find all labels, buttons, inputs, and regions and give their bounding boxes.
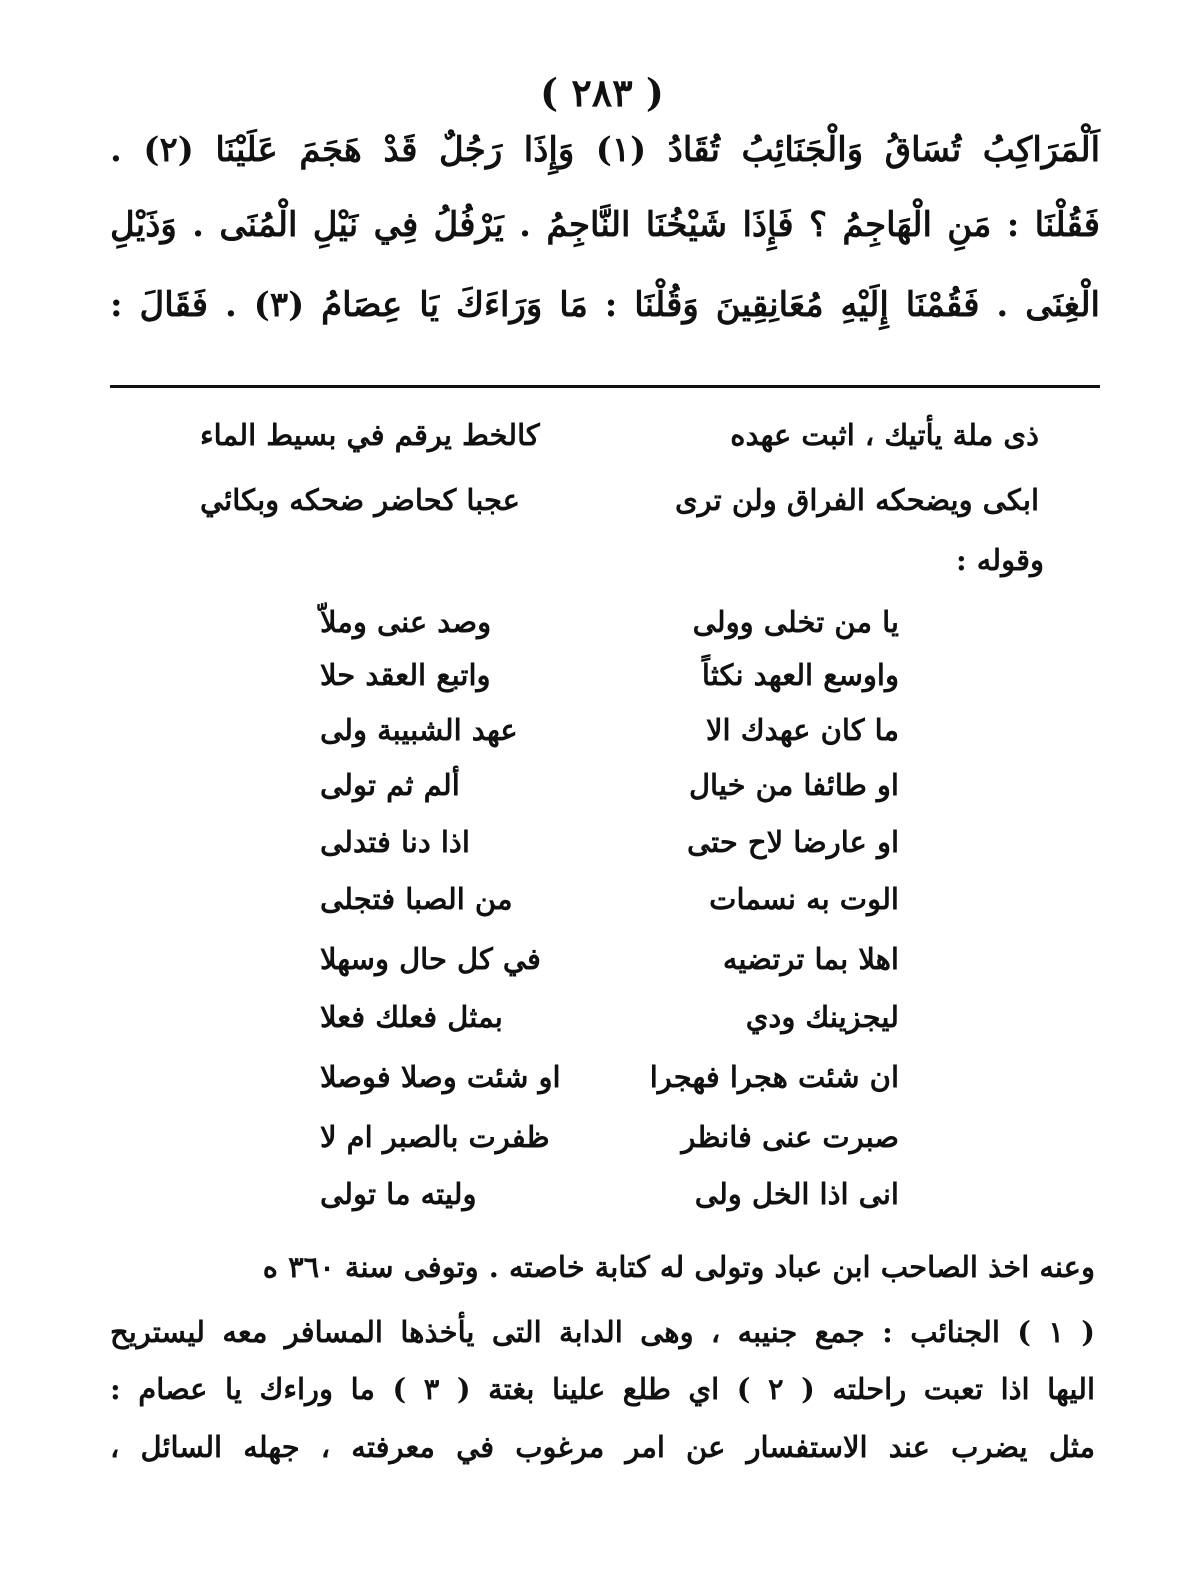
verse-line (0, 418, 1204, 458)
poem-second-hemistich: من الصبا فتجلى (320, 882, 513, 916)
poem-first-hemistich: اهلا بما ترتضيه (722, 942, 899, 976)
poem-line (0, 768, 1204, 808)
poem-first-hemistich: واوسع العهد نكثاً (701, 658, 899, 692)
poem-line (0, 605, 1204, 645)
poem-second-hemistich: وليته ما تولى (320, 1177, 477, 1211)
verse-first-hemistich: ذى ملة يأتيك ، اثبت عهده (730, 418, 1039, 452)
verse-first-hemistich: ابكى ويضحكه الفراق ولن ترى (674, 483, 1039, 517)
footnote-line-3: مثل يضرب عند الاستفسار عن امر مرغوب في معرفته ، جهله السائل ، (110, 1430, 1095, 1464)
poem-second-hemistich: اذا دنا فتدلى (320, 825, 470, 859)
poem-second-hemistich: واتبع العقد حلا (320, 658, 491, 692)
footnote-line-2: اليها اذا تعبت راحلته ( ٢ ) اي طلع علينا بغتة ( ٣ ) ما وراءك يا عصام : (110, 1372, 1095, 1406)
poem-first-hemistich: ما كان عهدك الا (706, 713, 899, 747)
poem-first-hemistich: ليجزينك ودي (745, 1000, 899, 1034)
verse-line (0, 483, 1204, 523)
poem-second-hemistich: في كل حال وسهلا (320, 942, 541, 976)
poem-intro: وقوله : (955, 543, 1044, 577)
poem-second-hemistich: وصد عنى وملاّ (320, 605, 492, 639)
poem-second-hemistich: ألم ثم تولى (320, 768, 460, 802)
footnote-line-1: ( ١ ) الجنائب : جمع جنيبه ، وهى الدابة التى يأخذها المسافر معه ليستريح (110, 1315, 1095, 1349)
poem-line (0, 882, 1204, 922)
poem-line (0, 1060, 1204, 1100)
prose-line-1: اَلْمَرَاكِبُ تُسَاقُ وَالْجَنَائِبُ تُقَادُ (١) وَإِذَا رَجُلٌ قَدْ هَجَمَ عَلَيْنَا (٢) . (110, 130, 1101, 170)
poem-first-hemistich: الوت به نسمات (709, 882, 899, 916)
poem-second-hemistich: بمثل فعلك فعلا (320, 1000, 503, 1034)
poem-second-hemistich: ظفرت بالصبر ام لا (320, 1120, 550, 1154)
prose-line-3: الْغِنَى . فَقُمْنَا إِلَيْهِ مُعَانِقِينَ وَقُلْنَا : مَا وَرَاءَكَ يَا عِصَامُ (٣) . فَقَالَ : (110, 285, 1100, 325)
poem-second-hemistich: عهد الشبيبة ولى (320, 713, 518, 747)
poem-line (0, 1177, 1204, 1217)
poem-line (0, 942, 1204, 982)
poem-first-hemistich: يا من تخلى وولى (692, 605, 899, 639)
verse-second-hemistich: عجبا كحاضر ضحكه وبكائي (200, 483, 520, 517)
poem-first-hemistich: صبرت عنى فانظر (681, 1120, 899, 1154)
poem-second-hemistich: او شئت وصلا فوصلا (320, 1060, 561, 1094)
poem-first-hemistich: او طائفا من خيال (688, 768, 899, 802)
poem-line (0, 825, 1204, 865)
poem-line (0, 713, 1204, 753)
poem-first-hemistich: انى اذا الخل ولى (694, 1177, 899, 1211)
poem-line (0, 1000, 1204, 1040)
section-divider (110, 385, 1100, 388)
poem-first-hemistich: ان شئت هجرا فهجرا (649, 1060, 899, 1094)
verse-second-hemistich: كالخط يرقم في بسيط الماء (200, 418, 540, 452)
poem-line (0, 1120, 1204, 1160)
poem-line (0, 658, 1204, 698)
page-number: ( ٢٨٣ ) (540, 70, 664, 115)
closing-paragraph: وعنه اخذ الصاحب ابن عباد وتولى له كتابة خاصته . وتوفى سنة ٣٦٠ ه (262, 1250, 1095, 1284)
prose-line-2: فَقُلْنَا : مَنِ الْهَاجِمُ ؟ فَإِذَا شَيْخُنَا النَّاجِمُ . يَرْفُلُ فِي نَيْلِ الْمُنَى . وَذَيْلِ (110, 205, 1100, 245)
poem-first-hemistich: او عارضا لاح حتى (686, 825, 899, 859)
